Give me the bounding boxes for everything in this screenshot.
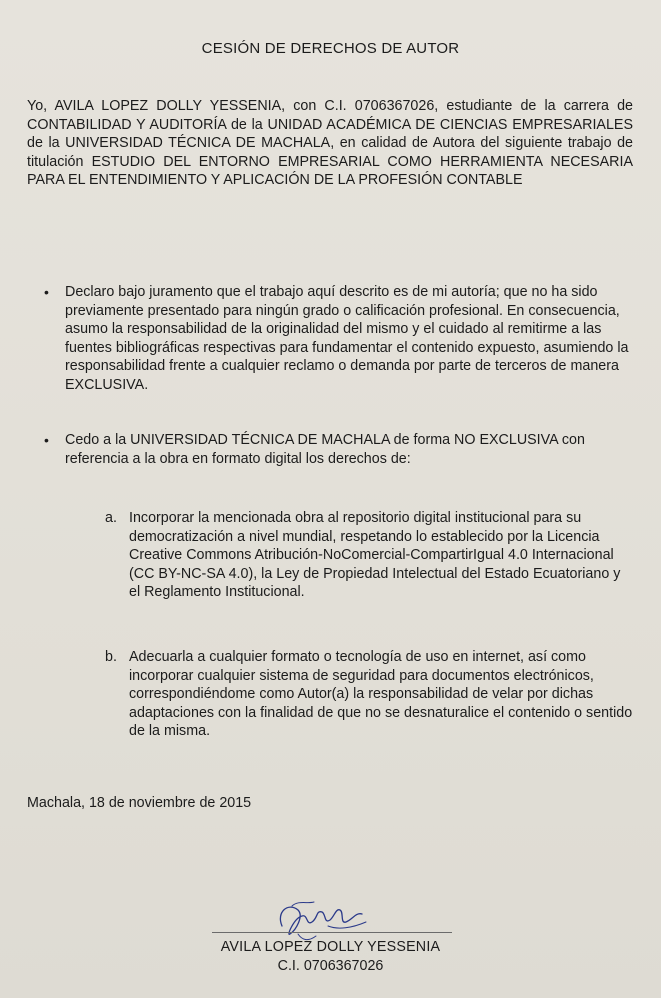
bullet-marker: • [44,432,49,448]
sub-item-a [105,509,633,602]
cession-bullet [44,431,634,468]
signer-id: C.I. 0706367026 [277,958,384,974]
intro-paragraph: Yo, AVILA LOPEZ DOLLY YESSENIA, con C.I. 0706367026, estudiante de la carrera de CONTABILIDAD Y AUDITORÍA de la UNIDAD ACADÉMICA DE CIENCIAS EMPRESARIALES de la UNIVERSIDAD TÉCNICA DE MACHALA, en calidad de Autora del siguiente trabajo de titulación ESTUDIO DEL ENTORNO EMPRESARIAL COMO HERRAMIENTA NECESARIA PARA EL ENTENDIMIENTO Y APLICACIÓN DE LA PROFESIÓN CONTABLE [27,98,633,188]
document-title: CESIÓN DE DERECHOS DE AUTOR [201,40,460,57]
sub-item-marker: b. [105,649,117,665]
declaration-text: Declaro bajo juramento que el trabajo aquí descrito es de mi autoría; que no ha sido previamente presentado para ningún grado o calificación profesional. En consecuencia, asumo la responsabilidad de la originalidad del mismo y el cuidado al remitirme a las fuentes bibliográficas respectivas para fundamentar el contenido expuesto, asumiendo la responsabilidad frente a cualquier reclamo o demanda por parte de terceros de manera EXCLUSIVA. [65,284,629,393]
signer-name: AVILA LOPEZ DOLLY YESSENIA [220,939,441,955]
bullet-marker: • [44,284,49,300]
declaration-bullet [44,283,634,394]
cession-text: Cedo a la UNIVERSIDAD TÉCNICA DE MACHALA de forma NO EXCLUSIVA con referencia a la obra en formato digital los derechos de: [65,432,585,467]
sub-item-b [105,648,633,741]
sub-item-text: Adecuarla a cualquier formato o tecnología de uso en internet, así como incorporar cualquier sistema de seguridad para documentos electrónicos, correspondiéndome como Autor(a) la responsabilidad de velar por dichas adaptaciones con la finalidad de que no se desnaturalice el contenido o sentido de la misma. [129,649,633,739]
sub-item-text: Incorporar la mencionada obra al repositorio digital institucional para su democratización a nivel mundial, respetando lo establecido por la Licencia Creative Commons Atribución-NoComercial-CompartirIgual 4.0 Internacional (CC BY-NC-SA 4.0), la Ley de Propiedad Intelectual del Estado Ecuatoriano y el Reglamento Institucional. [129,510,621,600]
place-date: Machala, 18 de noviembre de 2015 [27,795,252,811]
signature-line [212,932,452,933]
sub-item-marker: a. [105,510,117,526]
